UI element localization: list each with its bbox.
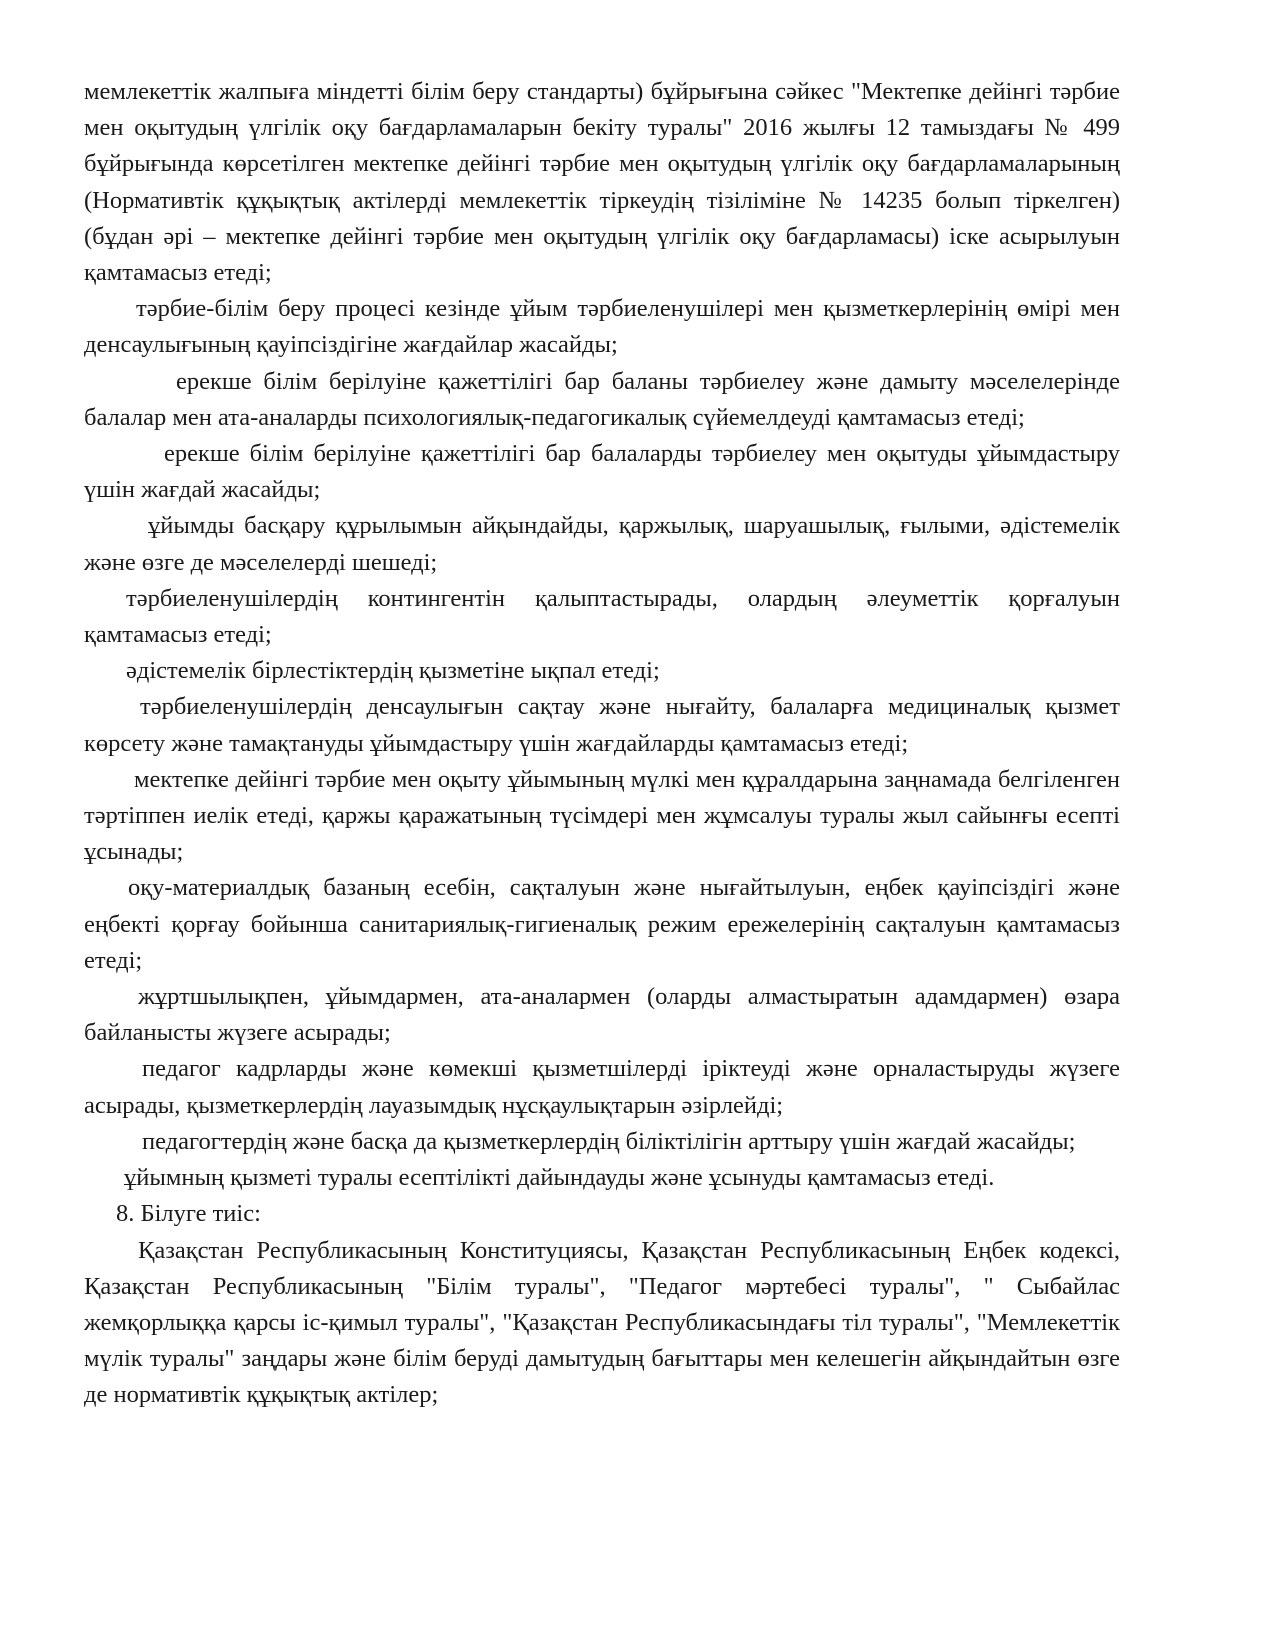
- paragraph-property-management: мектепке дейінгі тәрбие мен оқыту ұйымының мүлкі мен құралдарына заңнамада белгіленген тәртіппен иелік етеді, қаржы қаражатының түсімдері мен жұмсалуы туралы жыл сайынғы есепті ұсынады;: [84, 765, 1120, 866]
- paragraph-qualification-improvement: педагогтердің және басқа да қызметкерлердің біліктілігін арттыру үшін жағдай жасайды;: [142, 1127, 1076, 1155]
- document-page: [84, 74, 1120, 1414]
- paragraph-special-needs-conditions: ерекше білім берілуіне қажеттілігі бар балаларды тәрбиелеу мен оқытуды ұйымдастыру үшін жағдай жасайды;: [84, 440, 1120, 504]
- paragraph-management-structure: ұйымды басқару құрылымын айқындайды, қаржылық, шаруашылық, ғылыми, әдістемелік және өзге де мәселелерді шешеді;: [84, 512, 1120, 576]
- section-heading-must-know: 8. Білуге тиіс:: [116, 1200, 261, 1228]
- paragraph-staff-selection: педагог кадрларды және көмекші қызметшілерді іріктеуді және орналастыруды жүзеге асырады, қызметкерлердің лауазымдық нұсқаулықтарын әзірлейді;: [84, 1055, 1120, 1119]
- paragraph-safety-conditions: тәрбие-білім беру процесі кезінде ұйым тәрбиеленушілері мен қызметкерлерінің өмірі мен денсаулығының қауіпсіздігіне жағдайлар жасайды;: [84, 295, 1120, 359]
- paragraph-health-nutrition: тәрбиеленушілердің денсаулығын сақтау және нығайту, балаларға медициналық қызмет көрсету және тамақтануды ұйымдастыру үшін жағдайларды қамтамасыз етеді;: [84, 693, 1120, 757]
- paragraph-methodical-associations: әдістемелік бірлестіктердің қызметіне ықпал етеді;: [126, 657, 660, 685]
- paragraph-public-interaction: жұртшылықпен, ұйымдармен, ата-аналармен (оларды алмастыратын адамдармен) өзара байланысты жүзеге асырады;: [84, 983, 1120, 1047]
- paragraph-program-implementation: мемлекеттік жалпыға міндетті білім беру стандарты) бұйрығына сәйкес "Мектепке дейінгі тәрбие мен оқытудың үлгілік оқу бағдарламаларын бекіту туралы" 2016 жылғы 12 тамыздағы № 499 бұйрығында көрсетілген мектепке дейінгі тәрбие мен оқытудың үлгілік оқу бағдарламаларының (Нормативтік құқықтық актілерді мемлекеттік тіркеудің тізіліміне № 14235 болып тіркелген) (бұдан әрі – мектепке дейінгі тәрбие мен оқытудың үлгілік оқу бағдарламасы) іске асырылуын қамтамасыз етеді;: [84, 78, 1120, 287]
- paragraph-reporting: ұйымның қызметі туралы есептілікті дайындауды және ұсынуды қамтамасыз етеді.: [124, 1164, 995, 1192]
- paragraph-material-base: оқу-материалдық базаның есебін, сақталуын және нығайтылуын, еңбек қауіпсіздігі және еңбекті қорғау бойынша санитариялық-гигиеналық режим ережелерінің сақталуын қамтамасыз етеді;: [84, 874, 1120, 974]
- paragraph-contingent: тәрбиеленушілердің контингентін қалыптастырады, олардың әлеуметтік қорғалуын қамтамасыз етеді;: [84, 584, 1120, 649]
- paragraph-legal-acts: Қазақстан Республикасының Конституциясы, Қазақстан Республикасының Еңбек кодексі, Қазақстан Республикасының "Білім туралы", "Педагог мәртебесі туралы", " Сыбайлас жемқорлыққа қарсы іс-қимыл туралы", "Қазақстан Республикасындағы тіл туралы", "Мемлекеттік мүлік туралы" заңдары және білім беруді дамытудың бағыттары мен келешегін айқындайтын өзге де нормативтік құқықтық актілер;: [84, 1236, 1120, 1409]
- paragraph-psychological-support: ерекше білім берілуіне қажеттілігі бар баланы тәрбиелеу және дамыту мәселелерінде балалар мен ата-аналарды психологиялық-педагогикалық сүйемелдеуді қамтамасыз етеді;: [84, 367, 1120, 431]
